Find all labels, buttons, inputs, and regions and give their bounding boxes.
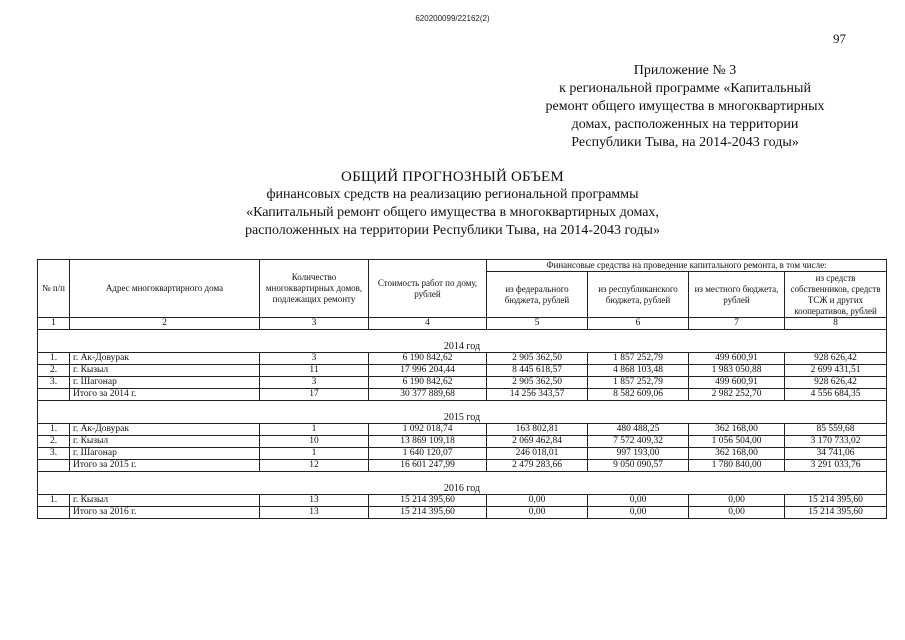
year-heading-row [38, 472, 887, 495]
page-number: 97 [833, 31, 846, 46]
title-main: ОБЩИЙ ПРОГНОЗНЫЙ ОБЪЕМ [341, 169, 564, 185]
total-house-count: 17 [260, 389, 369, 401]
total-republic: 9 050 090,57 [588, 460, 689, 472]
row-owners: 3 170 733,02 [785, 436, 887, 448]
row-local: 362 168,00 [689, 448, 785, 460]
row-number: 1. [38, 353, 70, 365]
row-local: 362 168,00 [689, 424, 785, 436]
row-address: г. Шагонар [70, 377, 260, 389]
year-heading: 2015 год [38, 401, 887, 424]
row-house-count: 3 [260, 377, 369, 389]
column-number: 3 [260, 318, 369, 330]
total-cost: 15 214 395,60 [369, 507, 487, 519]
document-id: 620200099/22162(2) [415, 14, 490, 23]
appendix-line-2: к региональной программе «Капитальный [559, 81, 811, 96]
row-cost: 13 869 109,18 [369, 436, 487, 448]
year-heading-row [38, 330, 887, 353]
total-number-cell [38, 460, 70, 472]
total-local: 0,00 [689, 507, 785, 519]
row-cost: 1 640 120,07 [369, 448, 487, 460]
row-cost: 15 214 395,60 [369, 495, 487, 507]
title-line-4: расположенных на территории Республики Тыва, на 2014-2043 годы» [245, 223, 660, 238]
row-owners: 15 214 395,60 [785, 495, 887, 507]
row-owners: 2 699 431,51 [785, 365, 887, 377]
row-address: г. Кызыл [70, 495, 260, 507]
row-local: 1 056 504,00 [689, 436, 785, 448]
year-heading: 2016 год [38, 472, 887, 495]
total-local: 1 780 840,00 [689, 460, 785, 472]
title-line-3: «Капитальный ремонт общего имущества в многоквартирных домах, [246, 205, 659, 220]
table-row [38, 424, 887, 436]
column-number: 6 [588, 318, 689, 330]
header-owners: из средств собственников, средств ТСЖ и других кооперативов, рублей [785, 272, 887, 318]
row-federal: 2 069 462,84 [487, 436, 588, 448]
total-owners: 4 556 684,35 [785, 389, 887, 401]
table-header-row-1 [38, 260, 887, 272]
row-federal: 8 445 618,57 [487, 365, 588, 377]
table-row [38, 377, 887, 389]
header-financing: Финансовые средства на проведение капитального ремонта, в том числе: [487, 260, 887, 272]
table-row [38, 365, 887, 377]
total-row [38, 507, 887, 519]
appendix-line-3: ремонт общего имущества в многоквартирных [545, 99, 825, 114]
header-address: Адрес многоквартирного дома [70, 260, 260, 318]
row-owners: 34 741,06 [785, 448, 887, 460]
header-num: № п/п [38, 260, 70, 318]
row-number: 2. [38, 365, 70, 377]
row-federal: 0,00 [487, 495, 588, 507]
row-address: г. Ак-Довурак [70, 424, 260, 436]
row-address: г. Кызыл [70, 436, 260, 448]
document-title [0, 168, 905, 240]
total-federal: 14 256 343,57 [487, 389, 588, 401]
table-row [38, 495, 887, 507]
row-house-count: 1 [260, 448, 369, 460]
row-cost: 17 996 204,44 [369, 365, 487, 377]
row-local: 0,00 [689, 495, 785, 507]
row-local: 499 600,91 [689, 377, 785, 389]
row-federal: 2 905 362,50 [487, 353, 588, 365]
row-number: 3. [38, 448, 70, 460]
row-republic: 1 857 252,79 [588, 377, 689, 389]
year-heading-row [38, 401, 887, 424]
row-local: 1 983 050,88 [689, 365, 785, 377]
row-house-count: 10 [260, 436, 369, 448]
row-address: г. Ак-Довурак [70, 353, 260, 365]
row-local: 499 600,91 [689, 353, 785, 365]
row-number: 1. [38, 495, 70, 507]
appendix-note [520, 62, 850, 152]
header-local: из местного бюджета, рублей [689, 272, 785, 318]
row-address: г. Кызыл [70, 365, 260, 377]
total-cost: 16 601 247,99 [369, 460, 487, 472]
row-number: 1. [38, 424, 70, 436]
table-row [38, 436, 887, 448]
row-house-count: 11 [260, 365, 369, 377]
column-number: 2 [70, 318, 260, 330]
row-republic: 0,00 [588, 495, 689, 507]
total-label: Итого за 2014 г. [70, 389, 260, 401]
total-republic: 0,00 [588, 507, 689, 519]
total-number-cell [38, 507, 70, 519]
total-row [38, 460, 887, 472]
total-local: 2 982 252,70 [689, 389, 785, 401]
column-number: 4 [369, 318, 487, 330]
total-federal: 0,00 [487, 507, 588, 519]
row-republic: 4 868 103,48 [588, 365, 689, 377]
row-number: 2. [38, 436, 70, 448]
row-owners: 928 626,42 [785, 377, 887, 389]
row-house-count: 1 [260, 424, 369, 436]
column-number-row [38, 318, 887, 330]
row-cost: 6 190 842,62 [369, 353, 487, 365]
total-label: Итого за 2016 г. [70, 507, 260, 519]
table-row [38, 448, 887, 460]
total-cost: 30 377 889,68 [369, 389, 487, 401]
appendix-line-5: Республики Тыва, на 2014-2043 годы» [571, 135, 799, 150]
total-republic: 8 582 609,06 [588, 389, 689, 401]
header-republic: из республиканского бюджета, рублей [588, 272, 689, 318]
row-owners: 928 626,42 [785, 353, 887, 365]
row-address: г. Шагонар [70, 448, 260, 460]
header-count: Количество многоквартирных домов, подлежащих ремонту [260, 260, 369, 318]
total-label: Итого за 2015 г. [70, 460, 260, 472]
total-house-count: 13 [260, 507, 369, 519]
row-house-count: 3 [260, 353, 369, 365]
header-cost: Стоимость работ по дому, рублей [369, 260, 487, 318]
title-line-2: финансовых средств на реализацию региональной программы [266, 187, 639, 202]
total-row [38, 389, 887, 401]
row-owners: 85 559,68 [785, 424, 887, 436]
column-number: 8 [785, 318, 887, 330]
total-owners: 15 214 395,60 [785, 507, 887, 519]
total-number-cell [38, 389, 70, 401]
total-owners: 3 291 033,76 [785, 460, 887, 472]
row-republic: 997 193,00 [588, 448, 689, 460]
appendix-line-1: Приложение № 3 [633, 63, 737, 78]
column-number: 1 [38, 318, 70, 330]
column-number: 5 [487, 318, 588, 330]
row-federal: 246 018,01 [487, 448, 588, 460]
row-republic: 480 488,25 [588, 424, 689, 436]
row-cost: 6 190 842,62 [369, 377, 487, 389]
row-number: 3. [38, 377, 70, 389]
row-republic: 1 857 252,79 [588, 353, 689, 365]
row-federal: 163 802,81 [487, 424, 588, 436]
row-cost: 1 092 018,74 [369, 424, 487, 436]
appendix-line-4: домах, расположенных на территории [571, 117, 799, 132]
row-republic: 7 572 409,32 [588, 436, 689, 448]
total-federal: 2 479 283,66 [487, 460, 588, 472]
total-house-count: 12 [260, 460, 369, 472]
row-federal: 2 905 362,50 [487, 377, 588, 389]
year-heading: 2014 год [38, 330, 887, 353]
column-number: 7 [689, 318, 785, 330]
financing-table [37, 259, 887, 519]
row-house-count: 13 [260, 495, 369, 507]
header-federal: из федерального бюджета, рублей [487, 272, 588, 318]
table-row [38, 353, 887, 365]
